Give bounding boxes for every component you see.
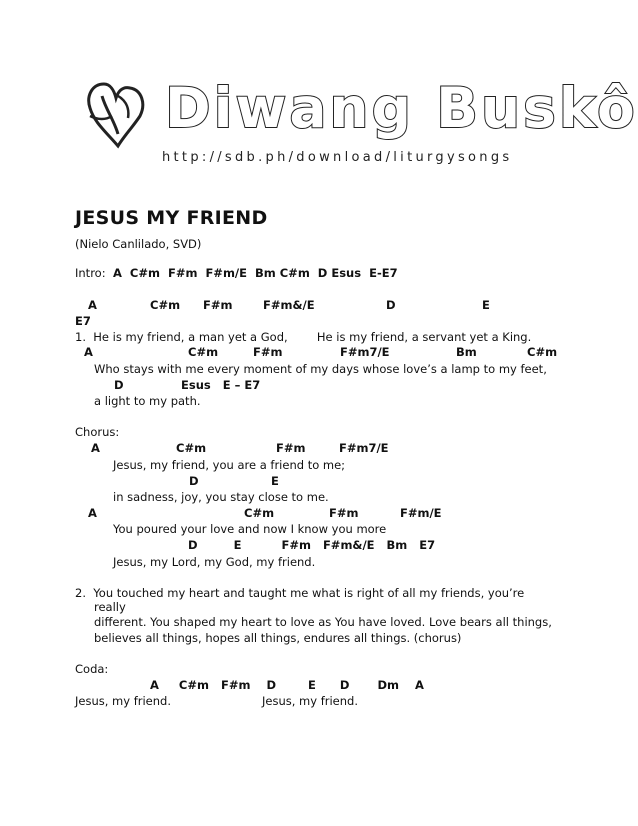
lyric-line: You poured your love and now I know you more [113, 522, 387, 536]
lyric-line: 1. He is my friend, a man yet a God, He is my friend, a servant yet a King. [75, 330, 532, 344]
lyric-line: Jesus, my Lord, my God, my friend. [113, 555, 316, 569]
chord: C#m [176, 441, 207, 455]
chord: A [91, 441, 100, 455]
chord: F#m7/E [340, 345, 390, 359]
chord: D [114, 378, 124, 392]
chord: E7 [75, 314, 91, 328]
lyric-line: a light to my path. [94, 394, 201, 408]
chord: C#m [527, 345, 558, 359]
chord: F#m [203, 298, 233, 312]
lyric-line: really [94, 600, 126, 614]
chord: F#m [253, 345, 283, 359]
brand-title: Diwang Buskô [165, 76, 638, 140]
lyric-line: in sadness, joy, you stay close to me. [113, 490, 329, 504]
lyric-line: believes all things, hopes all things, endures all things. (chorus) [94, 631, 462, 645]
chord: D [386, 298, 396, 312]
song-title: JESUS MY FRIEND [75, 207, 268, 229]
lyric-line: Jesus, my friend. [75, 694, 172, 708]
chord: Esus E – E7 [181, 378, 261, 392]
lyric-line: Who stays with me every moment of my days whose love’s a lamp to my feet, [94, 362, 547, 376]
chord: E [271, 474, 279, 488]
chord: A [88, 298, 97, 312]
chord: F#m [329, 506, 359, 520]
lyric-line: Jesus, my friend. [262, 694, 359, 708]
chord: F#m&/E [263, 298, 315, 312]
download-url: http://sdb.ph/download/liturgysongs [162, 150, 513, 165]
chord: F#m7/E [339, 441, 389, 455]
chord-line: A C#m F#m D E D Dm A [150, 678, 424, 692]
chord: A [88, 506, 97, 520]
chord: C#m [188, 345, 219, 359]
chord-line: D E F#m F#m&/E Bm E7 [188, 538, 436, 552]
song-author: (Nielo Canlilado, SVD) [75, 237, 202, 251]
intro-label: Intro: [75, 266, 106, 280]
chord: C#m [150, 298, 181, 312]
lyric-line: Jesus, my friend, you are a friend to me; [113, 458, 346, 472]
chord: F#m [276, 441, 306, 455]
chord: F#m/E [400, 506, 442, 520]
heart-logo-icon [84, 76, 154, 154]
chord: E [482, 298, 490, 312]
chorus-label: Chorus: [75, 425, 120, 439]
coda-label: Coda: [75, 662, 109, 676]
lyric-line: different. You shaped my heart to love as You have loved. Love bears all things, [94, 615, 552, 629]
chord: A [84, 345, 93, 359]
chord: C#m [244, 506, 275, 520]
lyric-line: 2. You touched my heart and taught me what is right of all my friends, you’re [75, 586, 525, 600]
chord: Bm [456, 345, 477, 359]
chord: D [189, 474, 199, 488]
intro-chords: A C#m F#m F#m/E Bm C#m D Esus E-E7 [113, 266, 398, 280]
